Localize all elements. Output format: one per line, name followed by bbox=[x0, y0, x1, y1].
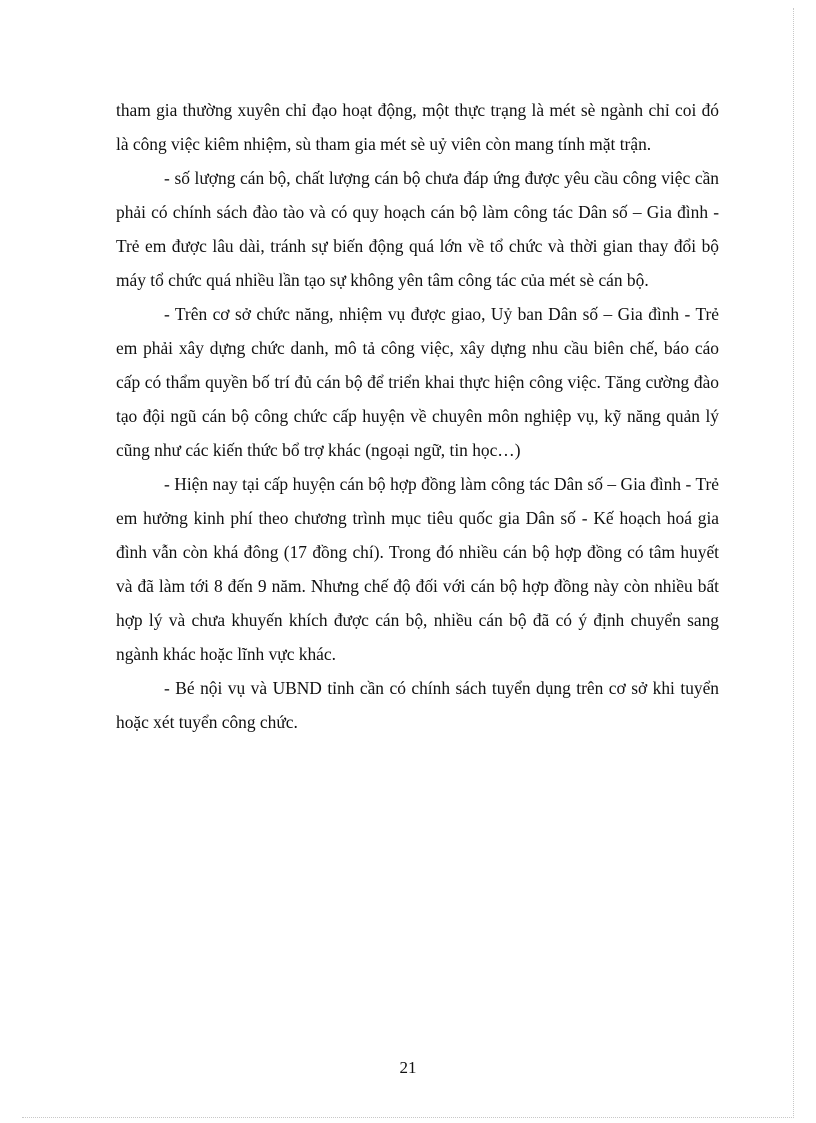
paragraph-5: - Bé nội vụ và UBND tỉnh cần có chính sách tuyển dụng trên cơ sở khi tuyển hoặc xét tuyển công chức. bbox=[116, 678, 719, 732]
paragraph-2: - số lượng cán bộ, chất lượng cán bộ chưa đáp ứng được yêu cầu công việc cần phải có chính sách đào tào và có quy hoạch cán bộ làm công tác Dân số – Gia đình - Trẻ em được lâu dài, tránh sự biến động quá lớn về tổ chức và thời gian thay đổi bộ máy tổ chức quá nhiều lần tạo sự không yên tâm công tác của mét sè cán bộ. bbox=[116, 168, 719, 290]
paragraph-3: - Trên cơ sở chức năng, nhiệm vụ được giao, Uỷ ban Dân số – Gia đình - Trẻ em phải xây dựng chức danh, mô tả công việc, xây dựng nhu cầu biên chế, báo cáo cấp có thẩm quyền bố trí đủ cán bộ để triển khai thực hiện công việc. Tăng cường đào tạo đội ngũ cán bộ công chức cấp huyện về chuyên môn nghiệp vụ, kỹ năng quản lý cũng như các kiến thức bổ trợ khác (ngoại ngữ, tin học…) bbox=[116, 304, 719, 460]
paragraph-1: tham gia thường xuyên chỉ đạo hoạt động, một thực trạng là mét sè ngành chỉ coi đó là công việc kiêm nhiệm, sù tham gia mét sè uỷ viên còn mang tính mặt trận. bbox=[116, 100, 719, 154]
page-body bbox=[116, 93, 719, 739]
page-number: 21 bbox=[399, 1058, 417, 1077]
paragraph-4: - Hiện nay tại cấp huyện cán bộ hợp đồng làm công tác Dân số – Gia đình - Trẻ em hưởng kinh phí theo chương trình mục tiêu quốc gia Dân số - Kế hoạch hoá gia đình vẫn còn khá đông (17 đồng chí). Trong đó nhiều cán bộ hợp đồng có tâm huyết và đã làm tới 8 đến 9 năm. Nhưng chế độ đối với cán bộ hợp đồng này còn nhiều bất hợp lý và chưa khuyến khích được cán bộ, nhiều cán bộ đã có ý định chuyển sang ngành khác hoặc lĩnh vực khác. bbox=[116, 474, 719, 664]
